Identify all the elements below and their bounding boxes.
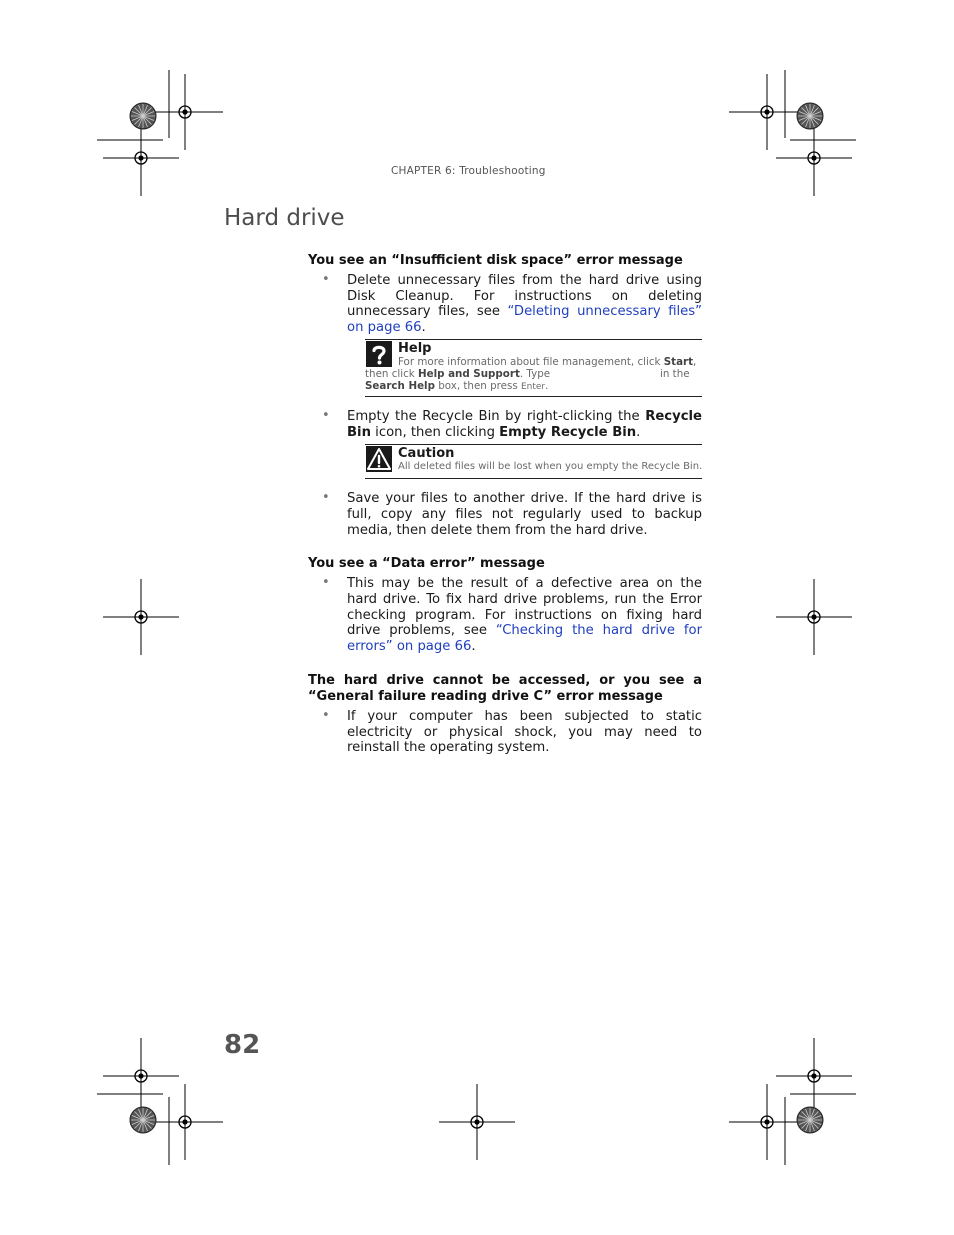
header-separator: : xyxy=(451,165,456,177)
link-checking-hard-drive[interactable]: “Checking the hard drive for errors” on page 66 xyxy=(347,623,702,655)
running-header xyxy=(391,165,546,177)
subheading-data-error: You see a “Data error” message xyxy=(308,556,545,572)
list-item: • Save your files to another drive. If the hard drive is full, copy any files not regularly used to backup media, then delete them from the hard drive. xyxy=(322,490,702,538)
list-item: • If your computer has been subjected to static electricity or physical shock, you may need to reinstall the operating system. xyxy=(322,707,702,756)
page-title: Hard drive xyxy=(224,205,345,231)
main-content xyxy=(308,253,702,756)
enter-key: Enter xyxy=(520,381,546,392)
bullet-icon: • xyxy=(322,272,330,287)
help-note xyxy=(365,339,702,397)
link-deleting-unnecessary-files[interactable]: “Deleting unnecessary files” on page 66 xyxy=(347,304,702,336)
chapter-label: CHAPTER 6 xyxy=(391,165,452,177)
bullet-icon: • xyxy=(322,575,330,591)
caution-note xyxy=(365,444,702,479)
subheading-hard-drive-cannot-be-accessed: The hard drive cannot be accessed, or you see a “General failure reading drive C” error message xyxy=(308,672,702,704)
caution-text: All deleted files will be lost when you empty the Recycle Bin. xyxy=(398,461,703,473)
list-item: • Empty the Recycle Bin by right-clicking the Recycle Bin icon, then clicking Empty Recycle Bin. xyxy=(322,407,702,440)
question-mark-icon xyxy=(366,341,392,367)
list-item: • This may be the result of a defective area on the hard drive. To fix hard drive problems, run the Error checking program. For instructions on fixing hard drive problems, see “Checking the hard drive for errors” on page 66. xyxy=(322,575,702,655)
caution-label: Caution xyxy=(398,446,455,462)
bullet-icon: • xyxy=(322,407,330,423)
bullet-icon: • xyxy=(322,490,330,506)
list-item: • Delete unnecessary files from the hard drive using Disk Cleanup. For instructions on deleting unnecessary files, see “Deleting unnecessary files” on page 66. xyxy=(322,272,702,336)
page-number: 82 xyxy=(224,1030,261,1060)
warning-triangle-icon xyxy=(366,446,392,472)
section-label: Troubleshooting xyxy=(459,165,546,177)
help-label: Help xyxy=(398,340,432,356)
bullet-icon: • xyxy=(322,707,330,723)
subheading-insufficient-disk-space: You see an “Insufficient disk space” error message xyxy=(308,253,683,268)
help-text: For more information about file management, click Start, then click Help and Support. Type in the Search Help box, then press Enter. xyxy=(365,355,697,392)
